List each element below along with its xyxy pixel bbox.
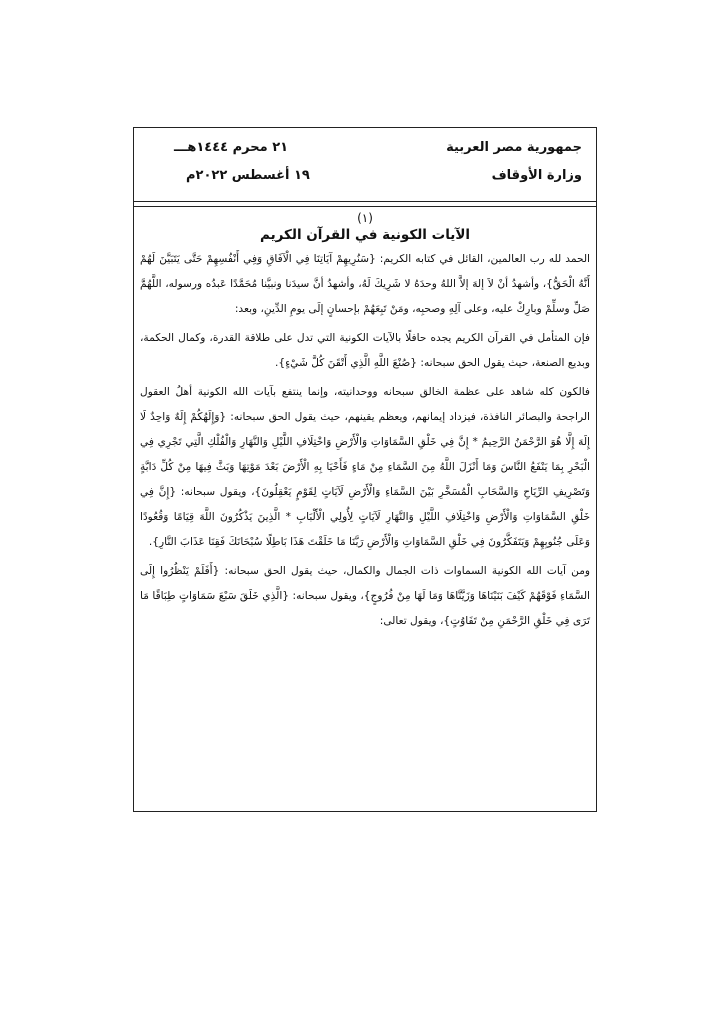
hijri-date: ٢١ محرم ١٤٤٤هـــ: [174, 140, 289, 155]
country-name: جمهورية مصر العربية: [446, 140, 582, 155]
sermon-title: الآيات الكونية في القرآن الكريم: [259, 227, 471, 243]
paragraph-universe: فالكون كله شاهد على عظمة الخالق سبحانه ووحدانيته، وإنما ينتفع بآيات الله الكونية أهلُ العقول الراجحة والبصائر النافذة، فيزداد إيمانهم، ويعظم يقينهم، حيث يقول الحق سبحانه: {وَإِلَهُكُمْ إِلَهٌ وَاحِدٌ لَا إِلَهَ إِلَّا هُوَ الرَّحْمَنُ الرَّحِيمُ * إِنَّ فِي خَلْقِ السَّمَاوَاتِ وَالْأَرْضِ وَاخْتِلَافِ اللَّيْلِ وَالنَّهَارِ وَالْفُلْكِ الَّتِي تَجْرِي فِي الْبَحْرِ بِمَا يَنْفَعُ النَّاسَ وَمَا أَنْزَلَ اللَّهُ مِنَ السَّمَاءِ مِنْ مَاءٍ فَأَحْيَا بِهِ الْأَرْضَ بَعْدَ مَوْتِهَا وَبَثَّ فِيهَا مِنْ كُلِّ دَابَّةٍ وَتَصْرِيفِ الرِّيَاحِ وَالسَّحَابِ الْمُسَخَّرِ بَيْنَ السَّمَاءِ وَالْأَرْضِ لَآيَاتٍ لِقَوْمٍ يَعْقِلُونَ}، ويقول سبحانه: {إِنَّ فِي خَلْقِ السَّمَاوَاتِ وَالْأَرْضِ وَاخْتِلَافِ اللَّيْلِ وَالنَّهَارِ لَآيَاتٍ لِأُولِي الْأَلْبَابِ * الَّذِينَ يَذْكُرُونَ اللَّهَ قِيَامًا وَقُعُودًا وَعَلَى جُنُوبِهِمْ وَيَتَفَكَّرُونَ فِي خَلْقِ السَّمَاوَاتِ وَالْأَرْضِ رَبَّنَا مَا خَلَقْتَ هَذَا بَاطِلًا سُبْحَانَكَ فَقِنَا عَذَابَ النَّارِ}.: [140, 386, 590, 548]
sermon-body: [140, 208, 590, 638]
sermon-number: (١): [357, 211, 373, 225]
document-header: [134, 128, 596, 202]
paragraph-heavens: ومن آيات الله الكونية السماوات ذات الجمال والكمال، حيث يقول الحق سبحانه: {أَفَلَمْ يَنْظُرُوا إِلَى السَّمَاءِ فَوْقَهُمْ كَيْفَ بَنَيْنَاهَا وَزَيَّنَّاهَا وَمَا لَهَا مِنْ فُرُوجٍ}، ويقول سبحانه: {الَّذِي خَلَقَ سَبْعَ سَمَاوَاتٍ طِبَاقًا مَا تَرَى فِي خَلْقِ الرَّحْمَنِ مِنْ تَفَاوُتٍ}، ويقول تعالى:: [140, 565, 590, 627]
page-frame: [133, 127, 597, 812]
paragraph-reflection: فإن المتأمل في القرآن الكريم يجده حافلًا بالآيات الكونية التي تدل على طلاقة القدرة، وكمال الحكمة، وبديع الصنعة، حيث يقول الحق سبحانه: {صُنْعَ اللَّهِ الَّذِي أَتْقَنَ كُلَّ شَيْءٍ}.: [140, 332, 590, 369]
header-divider: [134, 206, 596, 207]
ministry-name: وزارة الأوقاف: [491, 168, 582, 183]
gregorian-date: ١٩ أغسطس ٢٠٢٢م: [186, 168, 310, 183]
paragraph-opening: الحمد لله رب العالمين، القائل في كتابه الكريم: {سَنُرِيهِمْ آيَاتِنَا فِي الْآفَاقِ وَفِي أَنْفُسِهِمْ حَتَّى يَتَبَيَّنَ لَهُمْ أَنَّهُ الْحَقُّ}، وأشهدُ أنْ لاَ إلهَ إلاَّ اللهُ وحدَهُ لا شَرِيكَ لَهُ، وأشهدُ أنَّ سيدَنا ونبيَّنا مُحَمَّدًا عَبدُه ورسوله، اللَّهُمَّ صَلِّ وسلِّمْ وبارِكْ عليه، وعلى آلِهِ وصحبِه، ومَنْ تَبِعَهُمْ بإحسانٍ إلَى يومِ الدِّينِ، وبعد:: [140, 253, 590, 315]
